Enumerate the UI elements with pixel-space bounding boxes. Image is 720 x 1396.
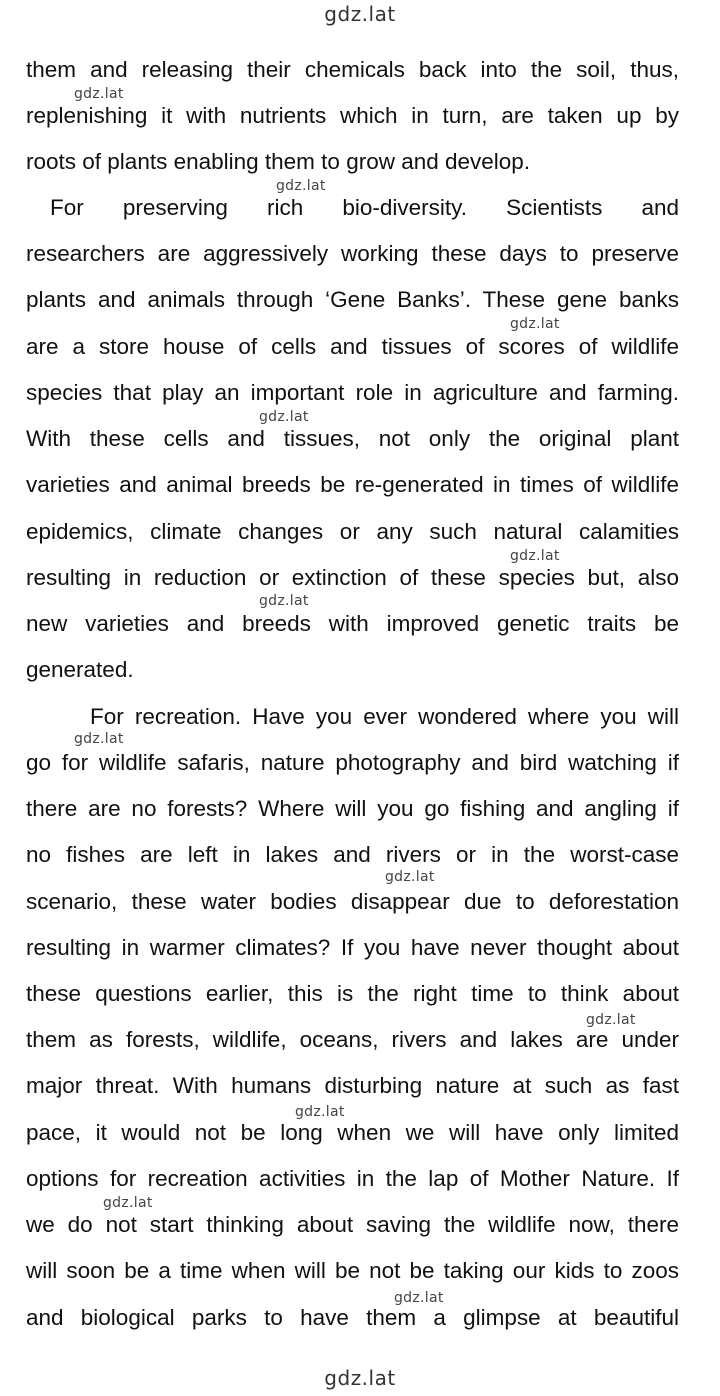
watermark-text: gdz.lat — [259, 409, 309, 425]
text-line: pace, it would not be long when we will have only limited — [26, 1120, 679, 1145]
text-line: new varieties and breeds with improved genetic traits be — [26, 611, 679, 636]
text-line: options for recreation activities in the lap of Mother Nature. If — [26, 1166, 679, 1191]
watermark-text: gdz.lat — [510, 548, 560, 564]
watermark-text: gdz.lat — [74, 731, 124, 747]
text-line: scenario, these water bodies disappear due to deforestation — [26, 889, 679, 914]
text-line: will soon be a time when will be not be taking our kids to zoos — [26, 1258, 679, 1283]
watermark-text: gdz.lat — [586, 1012, 636, 1028]
watermark-text: gdz.lat — [276, 178, 326, 194]
text-line: them and releasing their chemicals back into the soil, thus, — [26, 57, 679, 82]
page-header-watermark: gdz.lat — [324, 2, 396, 26]
text-line: and biological parks to have them a glimpse at beautiful — [26, 1305, 679, 1330]
text-line: these questions earlier, this is the right time to think about — [26, 981, 679, 1006]
text-line: With these cells and tissues, not only the original plant — [26, 426, 679, 451]
text-line: epidemics, climate changes or any such natural calamities — [26, 519, 679, 544]
watermark-text: gdz.lat — [103, 1195, 153, 1211]
text-line: no fishes are left in lakes and rivers or in the worst-case — [26, 842, 679, 867]
watermark-text: gdz.lat — [394, 1290, 444, 1306]
text-line: major threat. With humans disturbing nature at such as fast — [26, 1073, 679, 1098]
text-line: roots of plants enabling them to grow and develop. — [26, 149, 531, 174]
text-line: resulting in warmer climates? If you have never thought about — [26, 935, 679, 960]
text-line: varieties and animal breeds be re-generated in times of wildlife — [26, 472, 679, 497]
text-line: researchers are aggressively working these days to preserve — [26, 241, 679, 266]
text-line: plants and animals through ‘Gene Banks’. These gene banks — [26, 287, 679, 312]
text-line: species that play an important role in agriculture and farming. — [26, 380, 679, 405]
page-footer-watermark: gdz.lat — [324, 1366, 396, 1390]
watermark-text: gdz.lat — [74, 86, 124, 102]
watermark-text: gdz.lat — [510, 316, 560, 332]
text-line: we do not start thinking about saving the wildlife now, there — [26, 1212, 679, 1237]
text-line: are a store house of cells and tissues of scores of wildlife — [26, 334, 679, 359]
text-line: there are no forests? Where will you go fishing and angling if — [26, 796, 679, 821]
paragraph-start-line: For preserving rich bio-diversity. Scientists and — [50, 195, 679, 220]
text-line: go for wildlife safaris, nature photography and bird watching if — [26, 750, 679, 775]
text-line: resulting in reduction or extinction of these species but, also — [26, 565, 679, 590]
text-line: them as forests, wildlife, oceans, rivers and lakes are under — [26, 1027, 679, 1052]
text-line: generated. — [26, 657, 134, 682]
watermark-text: gdz.lat — [385, 869, 435, 885]
watermark-text: gdz.lat — [259, 593, 309, 609]
watermark-text: gdz.lat — [295, 1104, 345, 1120]
paragraph-start-line: For recreation. Have you ever wondered where you will — [90, 704, 679, 729]
text-line: replenishing it with nutrients which in turn, are taken up by — [26, 103, 679, 128]
